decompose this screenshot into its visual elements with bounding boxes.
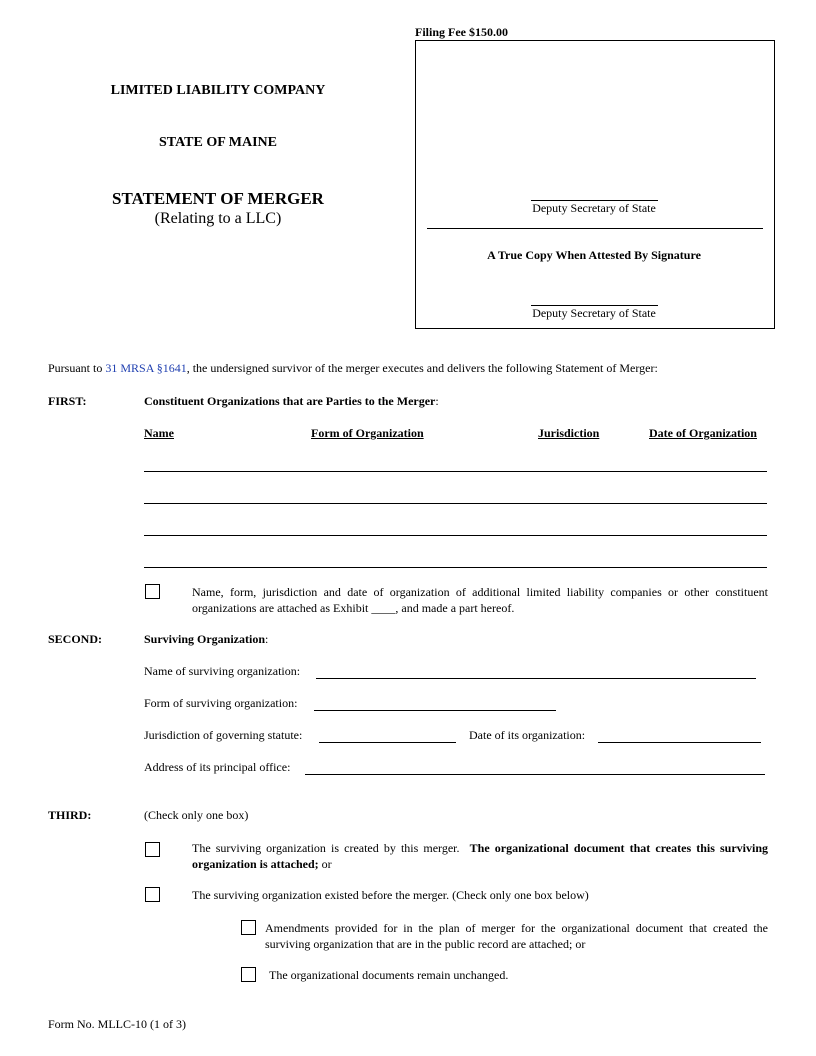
surviving-name-field[interactable] — [316, 678, 756, 679]
third-note: (Check only one box) — [144, 808, 249, 822]
option-created-or: or — [318, 857, 332, 871]
jurisdiction-field[interactable] — [319, 742, 456, 743]
org-date-label: Date of its organization: — [469, 728, 586, 742]
jurisdiction-label: Jurisdiction of governing statute: — [144, 728, 303, 742]
option-created-bold: The organizational document that creates this surviving organization is attached; — [192, 841, 769, 871]
org-date-field[interactable] — [598, 742, 761, 743]
address-label: Address of its principal office: — [144, 760, 291, 774]
column-name: Name — [144, 426, 174, 440]
created-by-merger-checkbox[interactable] — [145, 842, 160, 857]
deputy-label-2: Deputy Secretary of State — [532, 306, 656, 320]
constituent-line-2[interactable] — [144, 503, 767, 504]
exhibit-text: Name, form, jurisdiction and date of organization of additional limited liability companies or other constituent organizations are attached as Exhibit ____, and made a part hereof. — [192, 585, 768, 615]
amendments-checkbox[interactable] — [241, 920, 256, 935]
option-created-text — [192, 840, 768, 872]
amendments-text: Amendments provided for in the plan of merger for the organizational document that created the surviving organization that are in the public record are attached; or — [265, 921, 768, 951]
stamp-divider — [427, 228, 763, 229]
constituent-line-4[interactable] — [144, 567, 767, 568]
column-jurisdiction: Jurisdiction — [538, 426, 600, 440]
surviving-name-label: Name of surviving organization: — [144, 664, 301, 678]
second-heading-colon: : — [265, 632, 269, 646]
second-heading-text: Surviving Organization — [144, 632, 266, 646]
deputy-label-1: Deputy Secretary of State — [532, 201, 656, 215]
existed-before-checkbox[interactable] — [145, 887, 160, 902]
first-heading-text: Constituent Organizations that are Parties to the Merger — [144, 394, 436, 408]
intro-suffix: , the undersigned survivor of the merger executes and delivers the following Statement of Merger: — [186, 361, 658, 375]
option-created-normal: The surviving organization is created by this merger. — [192, 841, 460, 855]
constituent-line-1[interactable] — [144, 471, 767, 472]
first-label: FIRST: — [48, 394, 87, 408]
third-label: THIRD: — [48, 808, 92, 822]
address-field[interactable] — [305, 774, 765, 775]
statute-link[interactable]: 31 MRSA §1641 — [105, 361, 187, 375]
second-heading — [144, 632, 268, 647]
document-title: STATEMENT OF MERGER — [112, 189, 324, 208]
true-copy-label: A True Copy When Attested By Signature — [487, 248, 701, 262]
first-heading-colon: : — [435, 394, 439, 408]
intro-paragraph — [48, 361, 658, 376]
exhibit-checkbox[interactable] — [145, 584, 160, 599]
option-existed-text: The surviving organization existed before the merger. (Check only one box below) — [192, 888, 589, 902]
column-date: Date of Organization — [649, 426, 757, 440]
filing-fee: Filing Fee $150.00 — [415, 25, 508, 39]
second-label: SECOND: — [48, 632, 103, 646]
state-heading: STATE OF MAINE — [159, 135, 277, 150]
constituent-line-3[interactable] — [144, 535, 767, 536]
org-type-heading: LIMITED LIABILITY COMPANY — [110, 83, 326, 98]
unchanged-text: The organizational documents remain unchanged. — [269, 968, 509, 982]
form-number: Form No. MLLC-10 (1 of 3) — [48, 1017, 186, 1031]
surviving-form-field[interactable] — [314, 710, 556, 711]
intro-prefix: Pursuant to — [48, 361, 106, 375]
filing-stamp-box — [415, 40, 775, 329]
surviving-form-label: Form of surviving organization: — [144, 696, 298, 710]
first-heading — [144, 394, 439, 409]
document-subtitle: (Relating to a LLC) — [154, 210, 282, 227]
unchanged-checkbox[interactable] — [241, 967, 256, 982]
column-form: Form of Organization — [311, 426, 424, 440]
